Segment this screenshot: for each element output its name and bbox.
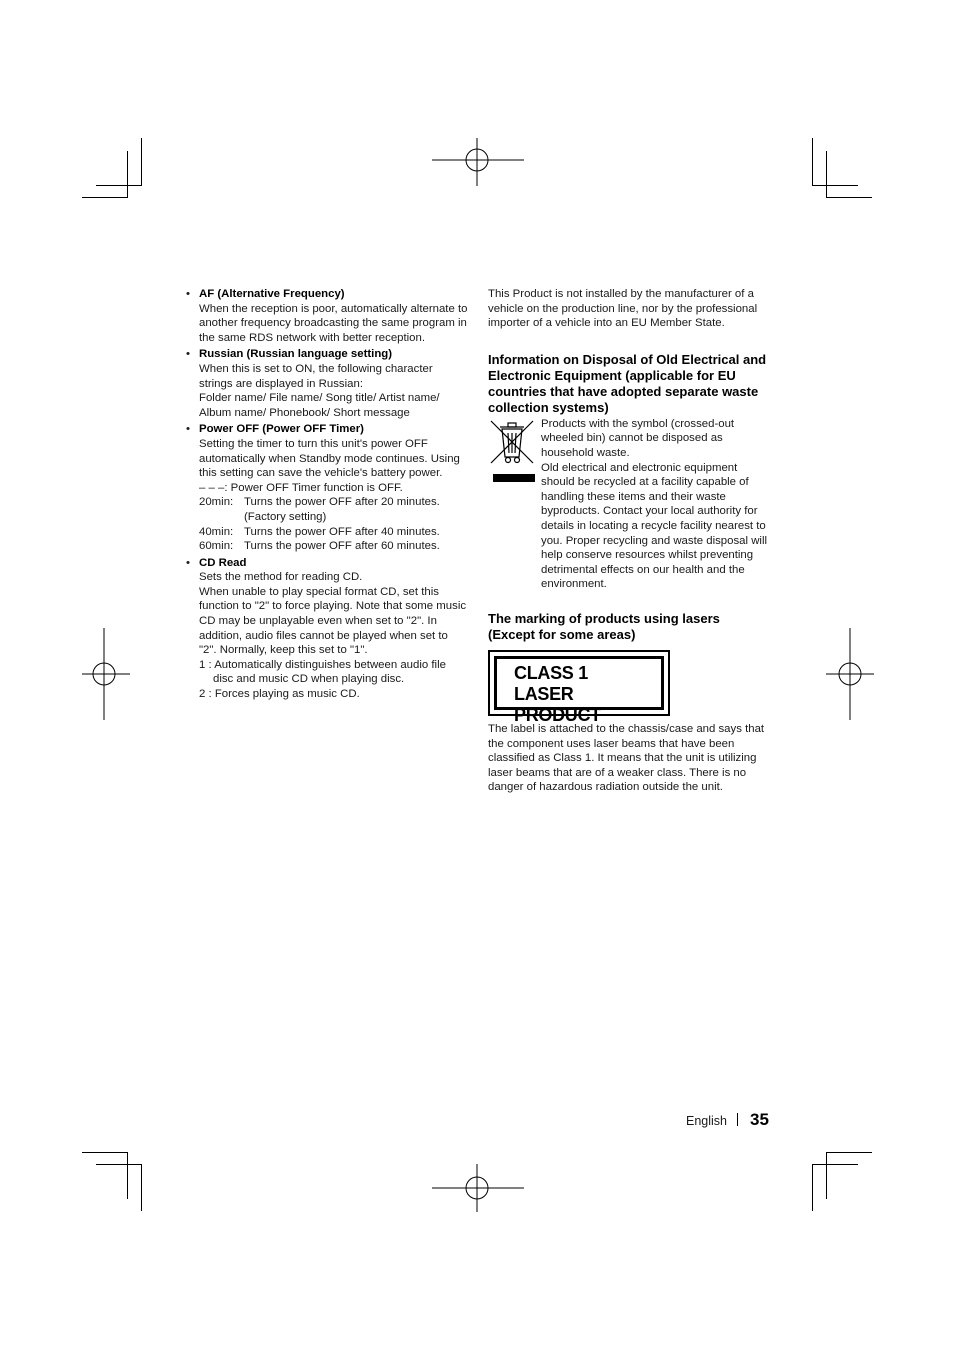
bullet: • [186, 348, 190, 361]
power-off-option [199, 495, 468, 524]
af-setting [186, 287, 468, 345]
russian-setting [186, 347, 468, 420]
disposal-paragraph-2: Old electrical and electronic equipment should be recycled at a facility capable of handling these items and their waste byproducts. Contact your local authority for details in locating a recycle facility nearest to you. Proper recycling and waste disposal will help conserve resources whilst preventing detrimental effects on our health and the environment. [541, 461, 768, 591]
bullet: • [186, 288, 190, 300]
power-off-option [199, 539, 468, 554]
laser-description: The label is attached to the chassis/case and says that the component uses laser beams that have been classified as Class 1. It means that the unit is utilizing laser beams that are of a weaker class. There is no danger of hazardous radiation outside the unit. [488, 722, 765, 794]
disposal-block [488, 417, 770, 592]
crossed-out-bin-icon [488, 417, 536, 485]
left-column [186, 287, 468, 704]
cd-read-title: CD Read [199, 556, 247, 569]
disposal-text [541, 417, 770, 592]
af-description: When the reception is poor, automatically alternate to another frequency broadcasting the same program in the same RDS network with better reception. [199, 302, 468, 344]
option-value: Turns the power OFF after 20 minutes. (Factory setting) [244, 496, 440, 523]
laser-label-line-1: CLASS 1 [514, 662, 588, 683]
registration-mark-left [82, 628, 130, 720]
option-key: 40min: [199, 525, 234, 538]
power-off-setting [186, 422, 468, 553]
laser-heading: The marking of products using lasers (Except for some areas) [488, 610, 720, 642]
cd-read-description: Sets the method for reading CD. [199, 571, 363, 584]
power-off-title: Power OFF (Power OFF Timer) [199, 423, 364, 436]
weee-symbol [488, 417, 541, 592]
option-key: 60min: [199, 540, 234, 553]
disposal-heading: Information on Disposal of Old Electrical and Electronic Equipment (applicable for EU countries that have adopted separate waste collection systems) [488, 351, 767, 415]
bullet: • [186, 423, 190, 436]
laser-label-inner [494, 656, 664, 725]
registration-mark-top [432, 138, 524, 186]
bullet: • [186, 556, 190, 569]
right-column [488, 287, 770, 795]
power-off-description: Setting the timer to turn this unit's power OFF automatically when Standby mode continues. Using this setting can save the vehicle's battery power. [199, 437, 460, 480]
russian-description: When this is set to ON, the following character strings are displayed in Russian: [199, 362, 433, 390]
page-number: 35 [750, 1110, 769, 1129]
disposal-paragraph-1: Products with the symbol (crossed-out wheeled bin) cannot be disposed as household waste. [541, 417, 735, 459]
installation-notice: This Product is not installed by the manufacturer of a vehicle on the production line, nor by the professional importer of a vehicle into an EU Member State. [488, 288, 758, 330]
footer-language: English [686, 1114, 727, 1128]
cd-read-note: When unable to play special format CD, set this function to "2" to force playing. Note that some music CD may be unplayable even when set to "2". In addition, audio files cannot be played when set to "2". Normally, keep this set to "1". [199, 585, 467, 657]
cd-read-option-2: 2 : Forces playing as music CD. [199, 688, 360, 701]
power-off-option [199, 525, 468, 540]
laser-label-line-2: LASER PRODUCT [514, 683, 601, 725]
cd-read-setting [186, 556, 468, 702]
russian-string-list: Folder name/ File name/ Song title/ Artist name/ Album name/ Phonebook/ Short message [199, 392, 440, 419]
laser-label [488, 650, 670, 725]
option-value: Turns the power OFF after 60 minutes. [244, 540, 440, 553]
af-title: AF (Alternative Frequency) [199, 288, 345, 300]
option-value: Turns the power OFF after 40 minutes. [244, 525, 440, 538]
registration-mark-right [826, 628, 874, 720]
page-footer [686, 1110, 769, 1131]
footer-separator [737, 1113, 738, 1126]
registration-mark-bottom [432, 1164, 524, 1212]
option-key: 20min: [199, 496, 234, 509]
cd-read-option-1: 1 : Automatically distinguishes between audio file disc and music CD when playing disc. [199, 658, 446, 686]
power-off-disabled-option: – – –: Power OFF Timer function is OFF. [199, 481, 403, 494]
russian-title: Russian (Russian language setting) [199, 348, 393, 361]
